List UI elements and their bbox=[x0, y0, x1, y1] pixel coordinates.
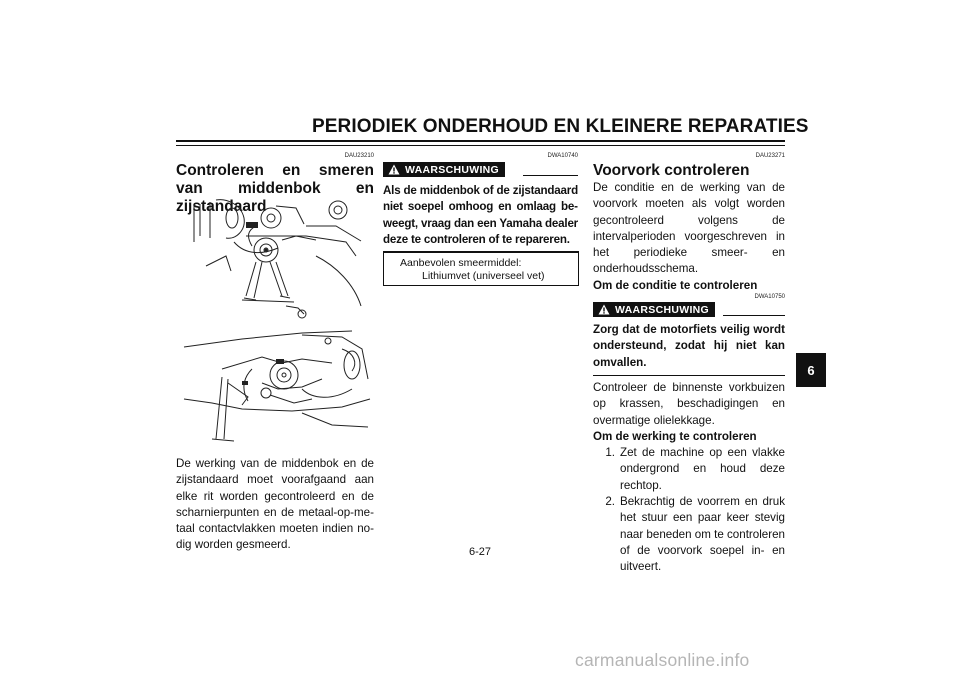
step-number: 2. bbox=[605, 495, 615, 509]
step-text: Bekrachtig de voorrem en druk het stuur een paar keer stevig naar beneden om te controleren of de voorvork soepel in- en uitveert. bbox=[620, 495, 786, 574]
warning-end-rule bbox=[593, 375, 785, 376]
intro-text: De conditie en de werking van de voorvork moeten als volgt worden gecontroleerd volgens de intervalperioden voorgeschreven in het periodieke smeer- en onderhoudsschema. bbox=[593, 181, 785, 276]
warning-text: Als de middenbok of de zijstandaard niet soepel omhoog en omlaag beweegt, vraag dan een Yamaha dealer deze te controleren of te repareren. bbox=[383, 184, 578, 246]
sidestand-illustration bbox=[182, 329, 372, 449]
warning-code: DWA10750 bbox=[754, 294, 785, 301]
watermark: carmanualsonline.info bbox=[575, 650, 750, 670]
header-rule-thin bbox=[176, 145, 785, 146]
warning-code: DWA10740 bbox=[547, 153, 578, 159]
lubricant-title: Aanbevolen smeermiddel: bbox=[400, 257, 522, 269]
section-heading: Controleren en smeren van middenbok en zijstandaard bbox=[176, 162, 374, 215]
page-title: PERIODIEK ONDERHOUD EN KLEINERE REPARATIES bbox=[312, 116, 809, 137]
list-item bbox=[593, 445, 785, 494]
centerstand-illustration bbox=[186, 196, 366, 322]
page-number: 6-27 bbox=[468, 546, 492, 558]
warning-rule bbox=[723, 315, 785, 316]
chapter-tab: 6 bbox=[796, 353, 826, 387]
list-item bbox=[593, 494, 785, 575]
warning-label: WAARSCHUWING bbox=[405, 163, 500, 176]
middle-column bbox=[383, 153, 578, 253]
lubricant-value: Lithiumvet (universeel vet) bbox=[422, 269, 545, 282]
warning-label: WAARSCHUWING bbox=[615, 303, 710, 316]
section-code: DAU23210 bbox=[344, 153, 374, 159]
steps-list bbox=[593, 445, 785, 575]
subheading-condition: Om de conditie te controleren bbox=[593, 278, 758, 292]
warning-badge bbox=[593, 302, 715, 317]
warning-text: Zorg dat de motorfiets veilig wordt ondersteund, zodat hij niet kan omvallen. bbox=[593, 323, 785, 369]
header-rule-thick bbox=[176, 140, 785, 142]
right-column bbox=[593, 153, 785, 576]
warning-rule bbox=[523, 175, 578, 176]
warning-triangle-icon bbox=[388, 164, 400, 175]
section-heading: Voorvork controleren bbox=[593, 162, 750, 179]
section-code: DAU23271 bbox=[755, 153, 785, 159]
warning-triangle-icon bbox=[598, 304, 610, 315]
inspection-text: Controleer de binnenste vorkbuizen op krassen, beschadigingen en overmatige olielekkage. bbox=[593, 380, 785, 427]
step-number: 1. bbox=[605, 446, 615, 460]
lubricant-box bbox=[383, 251, 579, 286]
step-text: Zet de machine op een vlakke ondergrond en houd deze rechtop. bbox=[620, 446, 785, 492]
warning-badge bbox=[383, 162, 505, 177]
left-body-text: De werking van de middenbok en de zijstandaard moet voorafgaand aan elke rit worden gecontroleerd en de scharnierpunten en de metaal-op-metaal contactvlakken moeten indien nodig worden gesmeerd. bbox=[176, 457, 374, 552]
subheading-operation: Om de werking te controleren bbox=[593, 429, 757, 443]
